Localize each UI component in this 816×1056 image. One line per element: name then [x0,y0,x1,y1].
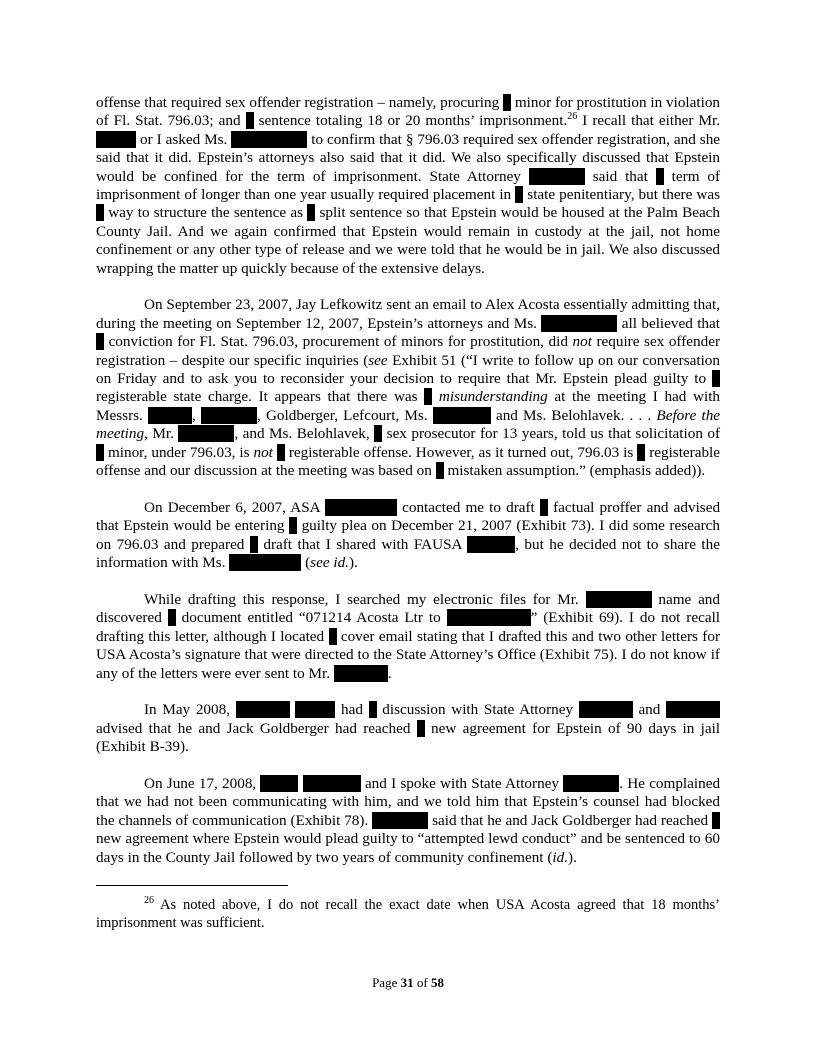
redaction [529,168,585,185]
redaction [334,665,388,682]
redaction [236,701,290,718]
redaction [503,94,511,111]
redaction [467,536,515,553]
footnote-reference: 26 [567,111,578,123]
footnote-26: $^{26}$ As noted above, I do not recall the exact date when USA Acosta agreed that 18 months’ imprisonment was sufficient. [96,895,720,932]
redaction [201,407,257,424]
paragraph-4: While drafting this response, I searched my electronic files for Mr. name and discovered document entitled “071214 Acosta Ltr to ” (Exhibit 69). I do not recall drafting this letter, although I located cover email stating that I drafted this and two other letters for USA Acosta’s signature that were directed to the State Attorney’s Office (Exhibit 75). I do not know if any of the letters were ever sent to Mr. . [96,590,721,682]
paragraph-6: On June 17, 2008, and I spoke with State Attorney . He complained that we had not been communicating with him, and we told him that Epstein’s counsel had blocked the channels of communication (Exhibit 78). said that he and Jack Goldberger had reached new agreement where Epstein would plead guilty to “attempted lewd conduct” and be sentenced to 60 days in the County Jail followed by two years of community confinement (id.). [96,774,721,866]
redaction [329,628,337,645]
redaction [541,315,617,332]
redaction [295,701,335,718]
redaction [712,370,720,387]
redaction [96,444,104,461]
redaction [96,333,104,350]
redaction [168,609,176,626]
redaction [637,444,645,461]
paragraph-2: On September 23, 2007, Jay Lefkowitz sent an email to Alex Acosta essentially admitting that, during the meeting on September 12, 2007, Epstein’s attorneys and Ms. all believed that conviction for Fl. Stat. 796.03, procurement of minors for prostitution, did not require sex offender registration – despite our specific inquiries (see Exhibit 51 (“I write to follow up on our conversation on Friday and to ask you to reconsider your decision to require that Mr. Epstein plead guilty to registerable state charge. It appears that there was misunderstanding at the meeting I had with Messrs. , , Goldberger, Lefcourt, Ms. and Ms. Belohlavek. . . . Before the meeting, Mr. , and Ms. Belohlavek, sex prosecutor for 13 years, told us that solicitation of minor, under 796.03, is not registerable offense. However, as it turned out, 796.03 is registerable offense and our discussion at the meeting was based on mistaken assumption.” (emphasis added)). [96,296,721,480]
paragraph-3: On December 6, 2007, ASA contacted me to draft factual proffer and advised that Epstein would be entering guilty plea on December 21, 2007 (Exhibit 73). I did some research on 796.03 and prepared draft that I shared with FAUSA , but he decided not to share the information with Ms. (see id.). [96,498,721,572]
redaction [515,186,523,203]
footnote-divider [96,885,288,886]
redaction [372,812,428,829]
redaction [563,775,619,792]
document-body [96,94,720,932]
redaction [656,168,664,185]
footnote-number: 26 [144,895,154,907]
redaction [436,462,444,479]
redaction [579,701,633,718]
redaction [417,720,425,737]
redaction [250,536,258,553]
redaction [246,112,254,129]
redaction [229,554,301,571]
redaction [447,609,531,626]
redaction [540,499,548,516]
redaction [277,444,285,461]
redaction [369,701,377,718]
redaction [178,425,234,442]
redaction [303,775,361,792]
redaction [712,812,720,829]
page-number: Page 31 of 58 [372,975,444,990]
paragraph-5: In May 2008, had discussion with State Attorney and advised that he and Jack Goldberger had reached new agreement for Epstein of 90 days in jail (Exhibit B-39). [96,701,721,756]
redaction [433,407,491,424]
redaction [96,204,104,221]
redaction [231,131,307,148]
paragraph-1: offense that required sex offender registration – namely, procuring minor for prostitution in violation of Fl. Stat. 796.03; and sentence totaling 18 or 20 months’ imprisonment.$^{26}$ I recall that either Mr. or I asked Ms. to confirm that § 796.03 required sex offender registration, and she said that it did. Epstein’s attorneys also said that it did. We also specifically discussed that Epstein would be confined for the term of imprisonment. State Attorney said that term of imprisonment of longer than one year usually required placement in state penitentiary, but there was way to structure the sentence as split sentence so that Epstein would be housed at the Palm Beach County Jail. And we again confirmed that Epstein would remain in custody at the jail, not home confinement or any other type of release and we were told that he would be in jail. We also discussed wrapping the matter up quickly because of the extensive delays. [96,94,721,277]
redaction [148,407,192,424]
redaction [325,499,397,516]
redaction [424,388,432,405]
redaction [586,591,652,608]
redaction [96,131,136,148]
redaction [260,775,298,792]
redaction [374,425,382,442]
redaction [666,701,720,718]
redaction [289,517,297,534]
redaction [307,204,315,221]
